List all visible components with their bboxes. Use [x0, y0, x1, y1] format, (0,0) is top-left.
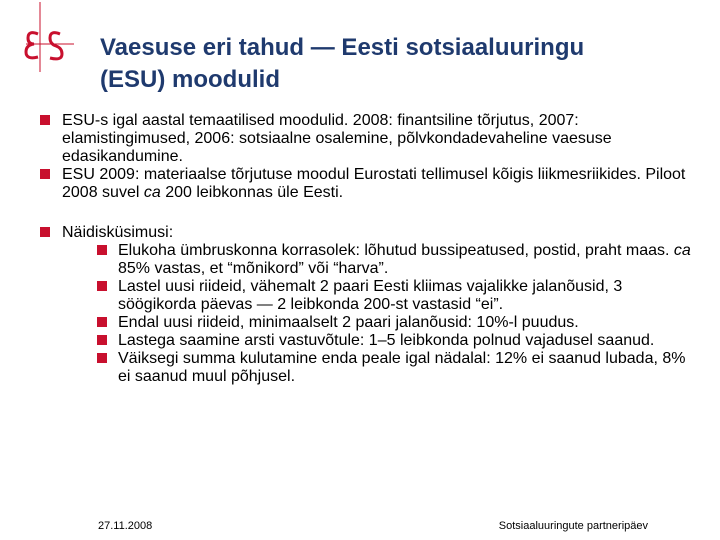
- square-bullet-icon: [97, 335, 107, 345]
- square-bullet-icon: [40, 227, 50, 237]
- subbullet-own-clothes: Endal uusi riideid, minimaalselt 2 paari jalanõusid: 10%-l puudus.: [97, 314, 700, 332]
- bullet-sample-questions: Näidisküsimusi:: [40, 224, 700, 242]
- square-bullet-icon: [97, 353, 107, 363]
- subbullet-spending: Väiksegi summa kulutamine enda peale igal nädalal: 12% ei saanud lubada, 8% ei saanud muul põhjusel.: [97, 350, 700, 386]
- footer-event: Sotsiaaluuringute partneripäev: [498, 520, 648, 532]
- title-line-2: (ESU) moodulid: [100, 66, 280, 93]
- square-bullet-icon: [40, 115, 50, 125]
- slide-title: [100, 32, 700, 96]
- footer-date: 27.11.2008: [98, 520, 153, 532]
- bullet-esu-2009: ESU 2009: materiaalse tõrjutuse moodul Eurostati tellimusel kõigis liikmesriikides. Piloot 2008 suvel ca 200 leibkonnas üle Eesti.: [40, 166, 700, 202]
- square-bullet-icon: [97, 245, 107, 255]
- subbullet-doctor: Lastega saamine arsti vastuvõtule: 1–5 leibkonda polnud vajadusel saanud.: [97, 332, 700, 350]
- title-line-1: Vaesuse eri tahud — Eesti sotsiaaluuringu: [100, 34, 585, 61]
- square-bullet-icon: [40, 169, 50, 179]
- square-bullet-icon: [97, 317, 107, 327]
- subbullet-children-clothes: Lastel uusi riideid, vähemalt 2 paari Eesti kliimas vajalikke jalanõusid, 3 söögikorda päevas — 2 leibkonda 200-st vastasid “ei”.: [97, 278, 700, 314]
- es-logo: [14, 2, 76, 72]
- bullet-esu-modules: ESU-s igal aastal temaatilised moodulid. 2008: finantsiline tõrjutus, 2007: elamistingimused, 2006: sotsiaalne osalemine, põlvkondadevaheline vaesuse edasikandumine.: [40, 112, 700, 166]
- square-bullet-icon: [97, 281, 107, 291]
- subbullet-neighbourhood: Elukoha ümbruskonna korrasolek: lõhutud bussipeatused, postid, praht maas. ca 85% vastas, et “mõnikord” või “harva”.: [97, 242, 700, 278]
- slide-body: [40, 112, 700, 386]
